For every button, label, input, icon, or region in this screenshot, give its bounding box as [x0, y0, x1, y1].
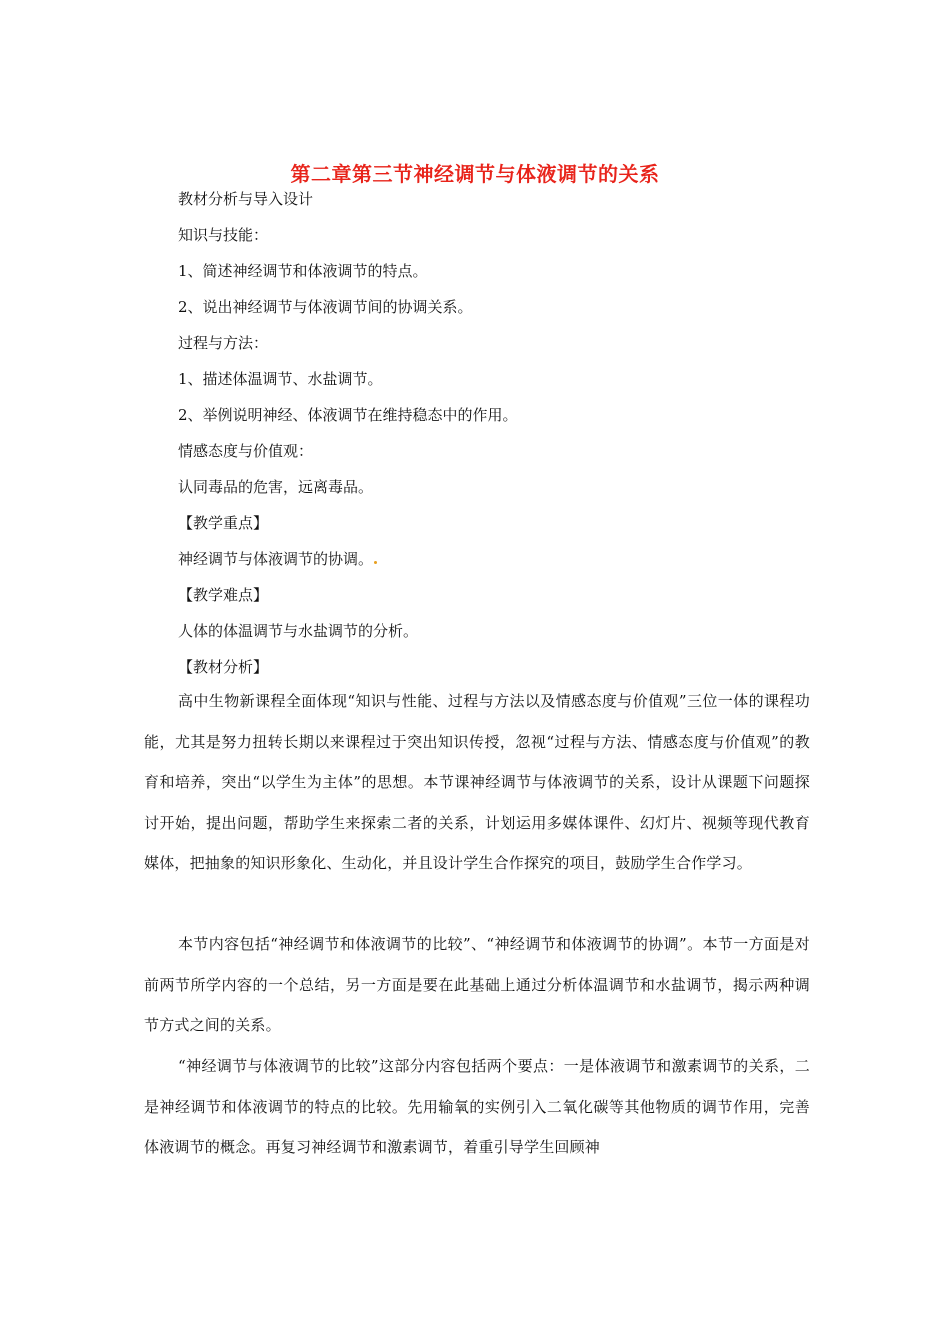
section-intro-heading: 教材分析与导入设计 [178, 190, 314, 208]
attitude-values-heading: 情感态度与价值观： [178, 442, 314, 460]
analysis-paragraph-1: 高中生物新课程全面体现“知识与性能、过程与方法以及情感态度与价值观”三位一体的课程功能，尤其是努力扭转长期以来课程过于突出知识传授，忽视“过程与方法、情感态度与价值观”的教育和培养，突出“以学生为主体”的思想。本节课神经调节与体液调节的关系，设计从课题下问题探讨开始，提出问题，帮助学生来探索二者的关系，计划运用多媒体课件、幻灯片、视频等现代教育媒体，把抽象的知识形象化、生动化，并且设计学生合作探究的项目，鼓励学生合作学习。 [144, 692, 810, 872]
teaching-focus-value: 神经调节与体液调节的协调。 [178, 550, 374, 568]
knowledge-skills-heading: 知识与技能： [178, 226, 269, 244]
mark-dot [374, 561, 377, 564]
analysis-paragraph-3: “神经调节与体液调节的比较”这部分内容包括两个要点：一是体液调节和激素调节的关系，二是神经调节和体液调节的特点的比较。先用输氧的实例引入二氧化碳等其他物质的调节作用，完善体液调节的概念。再复习神经调节和激素调节，着重引导学生回顾神 [144, 1057, 810, 1156]
teaching-difficulty-text: 人体的体温调节与水盐调节的分析。 [178, 622, 419, 640]
attitude-item-1: 认同毒品的危害，远离毒品。 [178, 478, 374, 496]
knowledge-item-1: 1、简述神经调节和体液调节的特点。 [178, 262, 428, 280]
teaching-focus-text [178, 549, 377, 569]
process-item-2: 2、举例说明神经、体液调节在维持稳态中的作用。 [178, 406, 518, 424]
analysis-paragraph-2: 本节内容包括“神经调节和体液调节的比较”、“神经调节和体液调节的协调”。本节一方面是对前两节所学内容的一个总结，另一方面是要在此基础上通过分析体温调节和水盐调节，揭示两种调节方式之间的关系。 [144, 935, 810, 1034]
process-methods-heading: 过程与方法： [178, 334, 269, 352]
process-item-1: 1、描述体温调节、水盐调节。 [178, 370, 383, 388]
teaching-difficulty-heading: 【教学难点】 [178, 586, 269, 604]
textbook-analysis-heading: 【教材分析】 [178, 658, 269, 676]
teaching-focus-heading: 【教学重点】 [178, 514, 269, 532]
document-title: 第二章第三节神经调节与体液调节的关系 [290, 162, 660, 186]
knowledge-item-2: 2、说出神经调节与体液调节间的协调关系。 [178, 298, 473, 316]
